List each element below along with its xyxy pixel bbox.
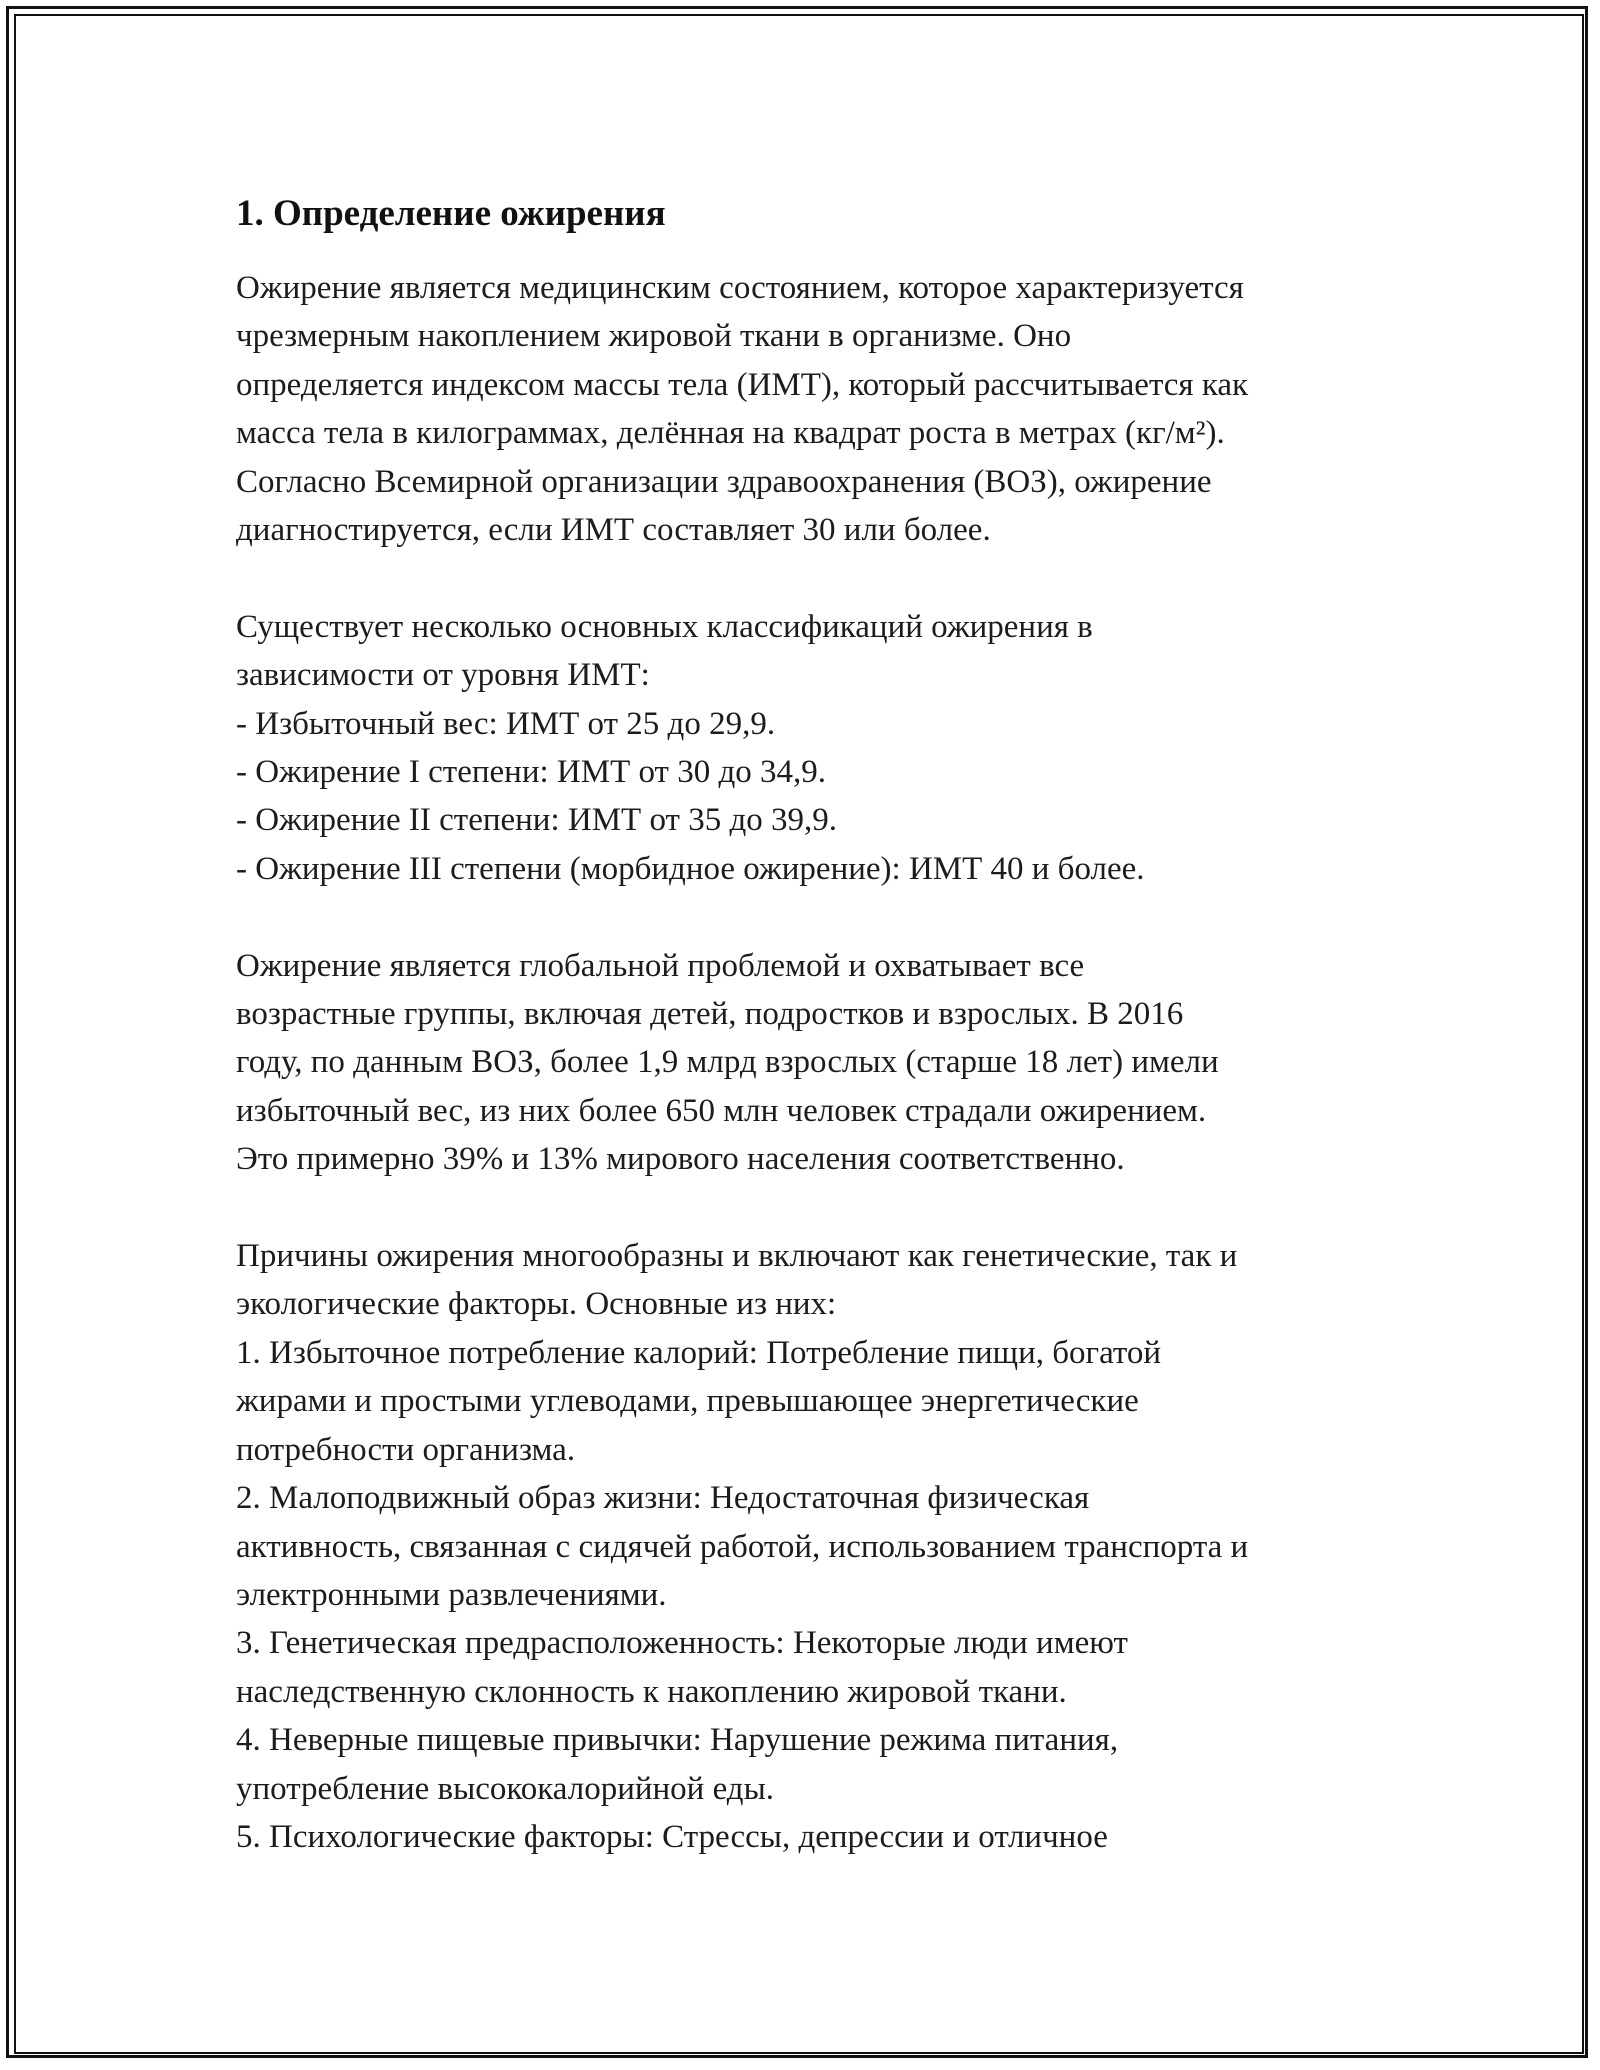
text-line: Ожирение является медицинским состоянием, которое характеризуется: [236, 270, 1244, 306]
list-item: 5. Психологические факторы: Стрессы, депрессии и отличное: [236, 1818, 1108, 1855]
list-item: 3. Генетическая предрасположенность: Некоторые люди имеют: [236, 1625, 1128, 1662]
text-line: диагностируется, если ИМТ составляет 30 или более.: [236, 512, 991, 549]
paragraph-spacer: [236, 554, 1376, 602]
text-line: зависимости от уровня ИМТ:: [236, 657, 650, 694]
paragraph-definition: [236, 264, 1376, 554]
list-item: наследственную склонность к накоплению жировой ткани.: [236, 1673, 1067, 1710]
list-item: 2. Малоподвижный образ жизни: Недостаточная физическая: [236, 1480, 1090, 1517]
paragraph-spacer: [236, 893, 1376, 941]
list-item: 4. Неверные пищевые привычки: Нарушение режима питания,: [236, 1722, 1119, 1759]
list-item: потребности организма.: [236, 1431, 576, 1468]
text-line: Согласно Всемирной организации здравоохранения (ВОЗ), ожирение: [236, 463, 1212, 500]
text-line: возрастные группы, включая детей, подростков и взрослых. В 2016: [236, 996, 1184, 1033]
paragraph-prevalence: [236, 942, 1376, 1184]
text-line: масса тела в килограммах, делённая на квадрат роста в метрах (кг/м²).: [236, 415, 1225, 452]
document-body: [236, 186, 1376, 1861]
list-item: активность, связанная с сидячей работой, использованием транспорта и: [236, 1528, 1249, 1565]
list-item: - Ожирение II степени: ИМТ от 35 до 39,9.: [236, 802, 837, 839]
section-heading: 1. Определение ожирения: [236, 193, 666, 234]
text-line: избыточный вес, из них более 650 млн человек страдали ожирением.: [236, 1092, 1207, 1129]
list-item: - Избыточный вес: ИМТ от 25 до 29,9.: [236, 705, 776, 742]
list-item: - Ожирение III степени (морбидное ожирение): ИМТ 40 и более.: [236, 850, 1145, 887]
text-line: чрезмерным накоплением жировой ткани в организме. Оно: [236, 318, 1072, 355]
text-line: экологические факторы. Основные из них:: [236, 1286, 837, 1323]
list-item: электронными развлечениями.: [236, 1576, 667, 1613]
text-line: Существует несколько основных классификаций ожирения в: [236, 608, 1093, 645]
list-item: употребление высококалорийной еды.: [236, 1770, 775, 1807]
list-item: 1. Избыточное потребление калорий: Потребление пищи, богатой: [236, 1334, 1162, 1371]
text-line: Ожирение является глобальной проблемой и охватывает все: [236, 947, 1085, 984]
text-line: году, по данным ВОЗ, более 1,9 млрд взрослых (старше 18 лет) имели: [236, 1044, 1219, 1081]
paragraph-classification: [236, 603, 1376, 893]
text-line: определяется индексом массы тела (ИМТ), который рассчитывается как: [236, 366, 1249, 403]
list-item: - Ожирение I степени: ИМТ от 30 до 34,9.: [236, 754, 827, 791]
list-item: жирами и простыми углеводами, превышающее энергетические: [236, 1383, 1139, 1420]
text-line: Причины ожирения многообразны и включают как генетические, так и: [236, 1238, 1238, 1275]
paragraph-causes: [236, 1232, 1376, 1861]
text-line: Это примерно 39% и 13% мирового населения соответственно.: [236, 1141, 1125, 1178]
paragraph-spacer: [236, 1184, 1376, 1232]
